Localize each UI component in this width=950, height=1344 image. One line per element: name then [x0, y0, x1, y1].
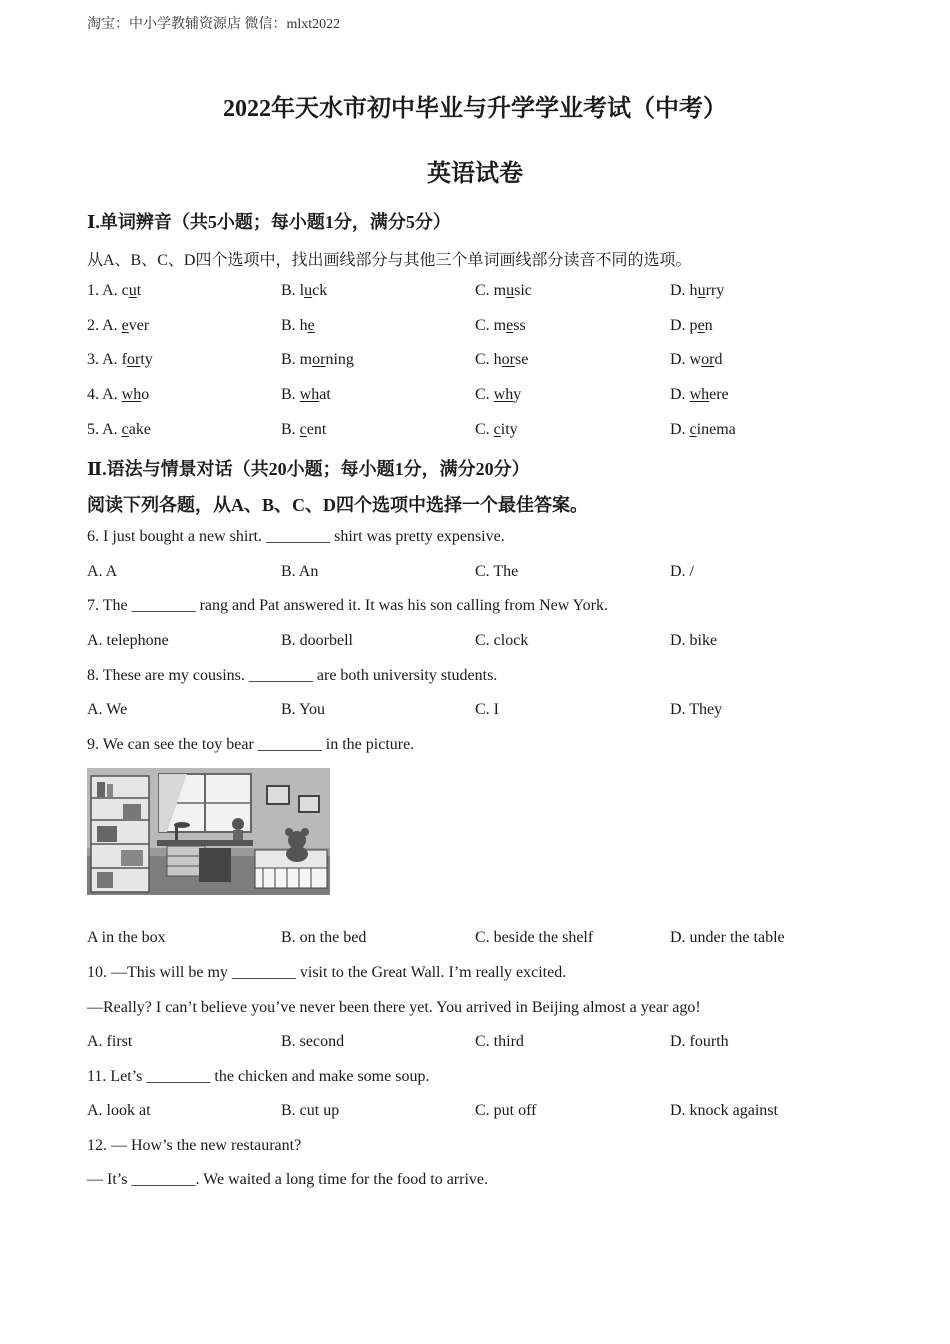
option-c: C. third — [475, 1033, 524, 1050]
option-c: C. beside the shelf — [475, 929, 594, 946]
underlined-letters: c — [299, 421, 307, 438]
underlined-letters: e — [121, 317, 129, 334]
underlined-letters: e — [307, 317, 315, 334]
phonetics-option — [670, 386, 729, 404]
option-b: B. An — [281, 563, 319, 580]
underlined-letters: c — [121, 421, 129, 438]
underlined-letters: or — [501, 351, 515, 368]
option-prefix: 5. A. — [87, 421, 122, 438]
option-b: B. on the bed — [281, 929, 367, 946]
phonetics-option — [475, 386, 521, 404]
option-prefix: B. l — [281, 282, 305, 299]
option-suffix: ck — [312, 282, 328, 299]
phonetics-option — [87, 386, 149, 404]
underlined-letters: wh — [689, 386, 710, 403]
question-stem-9: 9. We can see the toy bear ________ in the picture. — [87, 736, 415, 753]
phonetics-option — [475, 421, 518, 439]
phonetics-option — [670, 317, 713, 335]
options-row-11 — [87, 1102, 867, 1126]
options-row-10 — [87, 1033, 867, 1057]
underlined-letters: e — [506, 317, 514, 334]
phonetics-option — [475, 351, 528, 369]
phonetics-option — [281, 351, 354, 369]
option-a: A. A — [87, 563, 118, 580]
phonetics-option — [87, 351, 153, 369]
section2-instruction: 阅读下列各题，从A、B、C、D四个选项中选择一个最佳答案。 — [87, 495, 589, 515]
bedroom-picture — [87, 768, 330, 895]
option-suffix: t — [136, 282, 142, 299]
option-suffix: ake — [128, 421, 151, 438]
phonetics-option — [475, 282, 532, 300]
option-a: A in the box — [87, 929, 166, 946]
phonetics-row-1 — [87, 282, 867, 306]
option-suffix: ty — [140, 351, 153, 368]
underlined-letters: c — [689, 421, 697, 438]
underlined-letters: u — [304, 282, 313, 299]
option-suffix: rry — [705, 282, 725, 299]
option-a: A. telephone — [87, 632, 169, 649]
option-suffix: sic — [514, 282, 532, 299]
options-row-9 — [87, 929, 867, 953]
option-c: C. I — [475, 701, 499, 718]
underlined-letters: e — [697, 317, 705, 334]
options-row-6 — [87, 563, 867, 587]
options-row-7 — [87, 632, 867, 656]
option-suffix: ere — [709, 386, 729, 403]
option-suffix: ss — [513, 317, 526, 334]
option-prefix: D. — [670, 421, 690, 438]
option-prefix: C. m — [475, 317, 507, 334]
phonetics-option — [281, 421, 326, 439]
phonetics-row-5 — [87, 421, 867, 445]
options-row-8 — [87, 701, 867, 725]
underlined-letters: or — [312, 351, 326, 368]
underlined-letters: wh — [121, 386, 142, 403]
option-d: D. fourth — [670, 1033, 729, 1050]
option-prefix: D. p — [670, 317, 698, 334]
option-prefix: B. — [281, 421, 300, 438]
header-note: 淘宝：中小学教辅资源店 微信：mlxt2022 — [87, 17, 341, 32]
question-stem-11: 11. Let’s ________ the chicken and make some soup. — [87, 1068, 430, 1085]
question-reply-10: —Really? I can’t believe you’ve never been there yet. You arrived in Beijing almost a year ago! — [87, 999, 701, 1016]
option-c: C. put off — [475, 1102, 537, 1119]
option-c: C. The — [475, 563, 519, 580]
underlined-letters: wh — [299, 386, 320, 403]
option-suffix: o — [141, 386, 150, 403]
underlined-letters: c — [493, 421, 501, 438]
option-suffix: se — [515, 351, 529, 368]
option-suffix: y — [513, 386, 522, 403]
option-prefix: D. h — [670, 282, 698, 299]
option-prefix: 4. A. — [87, 386, 122, 403]
option-d: D. knock against — [670, 1102, 778, 1119]
phonetics-option — [670, 351, 722, 369]
option-b: B. You — [281, 701, 326, 718]
underlined-letters: u — [506, 282, 515, 299]
option-prefix: B. — [281, 386, 300, 403]
option-prefix: D. — [670, 386, 690, 403]
option-prefix: B. m — [281, 351, 313, 368]
option-suffix: ent — [306, 421, 327, 438]
underlined-letters: wh — [493, 386, 514, 403]
option-suffix: ity — [500, 421, 518, 438]
option-prefix: C. — [475, 421, 494, 438]
option-prefix: 3. A. f — [87, 351, 127, 368]
phonetics-option — [670, 421, 736, 439]
phonetics-row-4 — [87, 386, 867, 410]
question-stem-12: 12. — How’s the new restaurant? — [87, 1137, 302, 1154]
phonetics-option — [87, 421, 151, 439]
option-prefix: 1. A. c — [87, 282, 129, 299]
option-suffix: ning — [325, 351, 354, 368]
option-suffix: at — [319, 386, 331, 403]
phonetics-option — [87, 282, 141, 300]
option-a: A. first — [87, 1033, 133, 1050]
exam-subtitle: 英语试卷 — [427, 161, 523, 187]
phonetics-option — [281, 282, 327, 300]
underlined-letters: or — [127, 351, 141, 368]
question-reply-12: — It’s ________. We waited a long time for the food to arrive. — [87, 1171, 488, 1188]
option-suffix: n — [704, 317, 713, 334]
phonetics-option — [87, 317, 149, 335]
option-b: B. second — [281, 1033, 345, 1050]
option-prefix: 2. A. — [87, 317, 122, 334]
underlined-letters: u — [128, 282, 137, 299]
question-stem-8: 8. These are my cousins. ________ are both university students. — [87, 667, 498, 684]
phonetics-option — [475, 317, 526, 335]
option-prefix: D. w — [670, 351, 702, 368]
exam-title: 2022年天水市初中毕业与升学学业考试（中考） — [223, 96, 727, 122]
option-b: B. doorbell — [281, 632, 353, 649]
question-stem-6: 6. I just bought a new shirt. ________ shirt was pretty expensive. — [87, 528, 505, 545]
option-d: D. under the table — [670, 929, 785, 946]
option-suffix: inema — [696, 421, 736, 438]
option-a: A. look at — [87, 1102, 151, 1119]
underlined-letters: u — [697, 282, 706, 299]
option-c: C. clock — [475, 632, 529, 649]
option-d: D. / — [670, 563, 694, 580]
option-prefix: C. m — [475, 282, 507, 299]
section1-heading: Ⅰ.单词辨音（共5小题；每小题1分，满分5分） — [87, 212, 451, 232]
option-suffix: ver — [128, 317, 150, 334]
question-stem-7: 7. The ________ rang and Pat answered it. It was his son calling from New York. — [87, 597, 608, 614]
option-prefix: C. h — [475, 351, 502, 368]
section1-instruction: 从A、B、C、D四个选项中，找出画线部分与其他三个单词画线部分读音不同的选项。 — [87, 252, 692, 269]
phonetics-option — [281, 386, 331, 404]
option-suffix: d — [714, 351, 723, 368]
phonetics-option — [670, 282, 724, 300]
question-stem-10: 10. —This will be my ________ visit to the Great Wall. I’m really excited. — [87, 964, 567, 981]
phonetics-option — [281, 317, 315, 335]
option-prefix: B. h — [281, 317, 308, 334]
phonetics-row-3 — [87, 351, 867, 375]
section2-heading: Ⅱ.语法与情景对话（共20小题；每小题1分，满分20分） — [87, 459, 530, 479]
option-d: D. They — [670, 701, 723, 718]
option-a: A. We — [87, 701, 128, 718]
phonetics-row-2 — [87, 317, 867, 341]
option-d: D. bike — [670, 632, 718, 649]
option-b: B. cut up — [281, 1102, 340, 1119]
option-prefix: C. — [475, 386, 494, 403]
underlined-letters: or — [701, 351, 715, 368]
